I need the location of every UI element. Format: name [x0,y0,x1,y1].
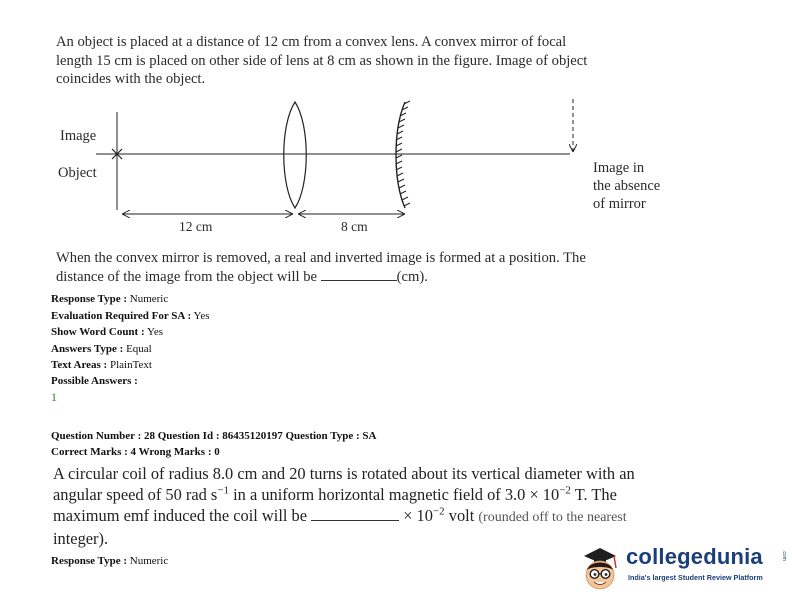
meta-value: Numeric [129,555,169,567]
q2-text-part: volt [444,506,475,525]
meta-label: Response Type : [51,555,127,567]
meta-value: Yes [193,310,210,322]
question1-part2 [56,249,716,286]
figure-drawing [0,0,792,240]
dim-12cm: 12 cm [179,219,213,234]
meta-value: Yes [146,326,163,338]
q2-sup: −2 [559,484,571,497]
q2-text-part: maximum emf induced the coil will be [53,506,307,525]
meta-label: Response Type : [51,293,127,305]
q2-text-part: T. The [570,485,617,504]
q2-sup: −2 [432,505,445,518]
label-image: Image [60,128,97,144]
label-image-absence-line: the absence [593,178,661,194]
convex-lens [284,102,307,208]
question2-line2 [53,484,773,505]
answer-blank [321,280,397,281]
meta-possible-answers [51,374,138,388]
label-image-absence-line: Image in [593,160,645,176]
meta-value: Numeric [129,293,169,305]
meta-value: Equal [126,343,152,355]
meta-value: PlainText [109,359,152,371]
dim-8cm: 8 cm [341,219,368,234]
question1-part2-line1: When the convex mirror is removed, a real and inverted image is formed at a position. The [56,250,586,266]
collegedunia-logo [576,540,790,600]
logo-tagline: India's largest Student Review Platform [628,573,763,582]
q2-answer-blank [311,520,399,521]
question2-header: Question Number : 28 Question Id : 86435120197 Question Type : SA [51,430,377,442]
meta-text-areas [51,358,152,372]
question2-marks: Correct Marks : 4 Wrong Marks : 0 [51,446,220,458]
question1-line: An object is placed at a distance of 12 cm from a convex lens. A convex mirror of focal [56,34,567,50]
question2-response-type [51,555,168,567]
question1-line: coincides with the object. [56,71,206,87]
question2-line1: A circular coil of radius 8.0 cm and 20 turns is rotated about its vertical diameter with an [53,464,635,483]
question1-part2-line2 [56,268,716,287]
possible-answer-value: 1 [51,390,57,404]
question1-part2-text: distance of the image from the object will be [56,268,317,285]
meta-label: Show Word Count : [51,326,145,338]
logo-name: collegedunia [626,544,763,569]
question2-text [53,463,773,549]
meta-label: Evaluation Required For SA : [51,310,192,322]
meta-response-type [51,292,168,306]
q2-text-cut: (rounded off to the nearest [478,510,627,525]
question1-line: length 15 cm is placed on other side of lens at 8 cm as shown in the figure. Image of object [56,52,588,69]
q2-sup: −1 [217,484,230,497]
question1-part2-unit: (cm). [396,268,428,285]
meta-answers-type [51,342,152,356]
mascot-icon [576,542,624,598]
meta-label: Text Areas : [51,359,108,371]
meta-evaluation [51,309,210,323]
q2-text-part: × 10 [403,506,433,525]
question2-line3 [53,505,773,528]
question2-line4: integer). [53,529,109,548]
meta-word-count [51,325,163,339]
meta-label: Possible Answers : [51,375,138,387]
q2-text-part: angular speed of 50 rad s [53,485,218,504]
q2-text-part: in a uniform horizontal magnetic field of 3.0 × 10 [229,485,560,504]
label-image-absence-line: of mirror [593,196,646,212]
meta-label: Answers Type : [51,343,124,355]
logo-suffix: .com [781,550,787,561]
label-object: Object [58,165,97,181]
